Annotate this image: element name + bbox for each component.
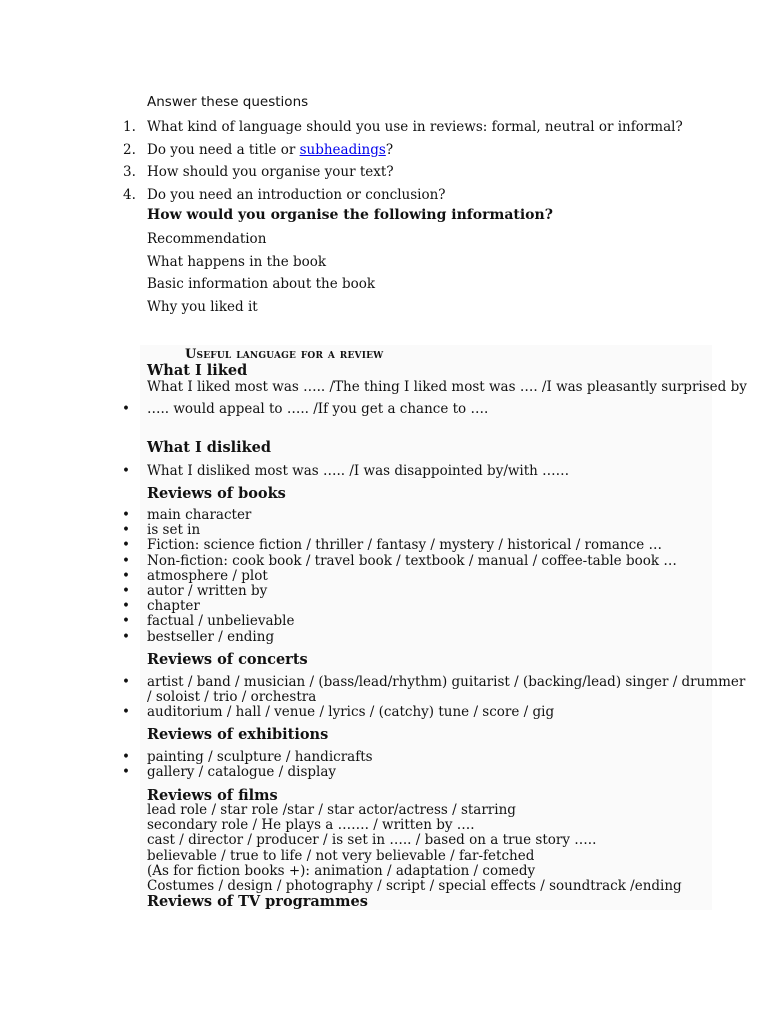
organise-item: Basic information about the book <box>147 276 376 292</box>
bullet-icon: • <box>122 582 130 599</box>
disliked-line: What I disliked most was ….. /I was disappointed by/with …… <box>147 463 570 479</box>
liked-line: ….. would appeal to ….. /If you get a chance to …. <box>147 401 489 417</box>
useful-language-title: Useful language for a review <box>185 347 384 362</box>
list-number: 1. <box>123 119 136 135</box>
list-item: is set in <box>147 522 201 539</box>
question-text: How should you organise your text? <box>147 164 394 180</box>
list-item: factual / unbelievable <box>147 613 295 630</box>
bullet-icon: • <box>122 674 130 690</box>
bullet-icon: • <box>122 463 130 479</box>
liked-line: What I liked most was ….. /The thing I liked most was …. /I was pleasantly surprised by <box>147 379 747 395</box>
film-line: secondary role / He plays a ……. / written by …. <box>147 817 475 834</box>
films-list <box>147 803 682 894</box>
concerts-bullets <box>122 675 130 721</box>
list-item: painting / sculpture / handicrafts <box>147 749 373 765</box>
books-bullets <box>122 508 130 645</box>
question-text: What kind of language should you use in reviews: formal, neutral or informal? <box>147 119 683 135</box>
bullet-icon: • <box>122 704 130 721</box>
list-number: 4. <box>123 186 136 203</box>
concerts-list <box>147 675 745 721</box>
list-number: 3. <box>123 164 136 180</box>
organise-heading: How would you organise the following information? <box>147 207 553 223</box>
list-item: artist / band / musician / (bass/lead/rhythm) guitarist / (backing/lead) singer / drummer <box>147 674 746 690</box>
list-item: Fiction: science fiction / thriller / fantasy / mystery / historical / romance … <box>147 537 663 554</box>
film-line: Costumes / design / photography / script / special effects / soundtrack /ending <box>147 877 682 894</box>
list-item: atmosphere / plot <box>147 567 268 584</box>
exhibitions-heading: Reviews of exhibitions <box>147 726 329 743</box>
organise-list <box>147 231 375 321</box>
organise-item: What happens in the book <box>147 253 327 270</box>
question-item <box>120 118 720 141</box>
organise-item: Recommendation <box>147 231 267 247</box>
disliked-heading: What I disliked <box>147 439 272 456</box>
bullet-icon: • <box>122 598 130 615</box>
books-list <box>147 508 677 645</box>
subheadings-link[interactable]: subheadings <box>299 141 386 158</box>
tv-heading: Reviews of TV programmes <box>147 893 368 910</box>
concerts-heading: Reviews of concerts <box>147 651 308 668</box>
intro-text: Answer these questions <box>147 94 309 110</box>
films-heading: Reviews of films <box>147 787 278 804</box>
exhibitions-bullets <box>122 750 130 780</box>
question-text-pre: Do you need a title or <box>147 141 300 158</box>
liked-heading: What I liked <box>147 362 248 379</box>
bullet-icon: • <box>122 628 130 645</box>
question-item <box>120 141 720 164</box>
question-text: Do you need an introduction or conclusion? <box>147 186 446 203</box>
list-number: 2. <box>123 141 136 158</box>
list-item: main character <box>147 507 252 523</box>
list-item: auditorium / hall / venue / lyrics / (catchy) tune / score / gig <box>147 704 555 721</box>
bullet-icon: • <box>122 764 130 781</box>
bullet-icon: • <box>122 537 130 554</box>
film-line: lead role / star role /star / star actor/actress / starring <box>147 802 516 818</box>
question-item <box>120 163 720 186</box>
question-item <box>120 186 720 209</box>
list-item: autor / written by <box>147 582 268 599</box>
organise-item: Why you liked it <box>147 298 258 315</box>
books-heading: Reviews of books <box>147 485 286 502</box>
list-item: gallery / catalogue / display <box>147 764 337 781</box>
bullet-icon: • <box>122 507 130 523</box>
bullet-icon: • <box>122 749 130 765</box>
question-text-post: ? <box>385 141 394 158</box>
film-line: cast / director / producer / is set in ….. / based on a true story ….. <box>147 832 597 849</box>
bullet-icon: • <box>122 401 130 417</box>
film-line: (As for fiction books +): animation / adaptation / comedy <box>147 862 536 879</box>
list-item: bestseller / ending <box>147 628 275 645</box>
list-item: Non-fiction: cook book / travel book / textbook / manual / coffee-table book … <box>147 552 677 569</box>
film-line: believable / true to life / not very believable / far-fetched <box>147 847 535 864</box>
bullet-icon: • <box>122 567 130 584</box>
bullet-icon: • <box>122 613 130 630</box>
list-item: chapter <box>147 598 200 615</box>
bullet-icon: • <box>122 552 130 569</box>
list-item-continuation: / soloist / trio / orchestra <box>147 689 317 706</box>
questions-list <box>120 118 720 208</box>
bullet-icon: • <box>122 522 130 539</box>
exhibitions-list <box>147 750 373 780</box>
